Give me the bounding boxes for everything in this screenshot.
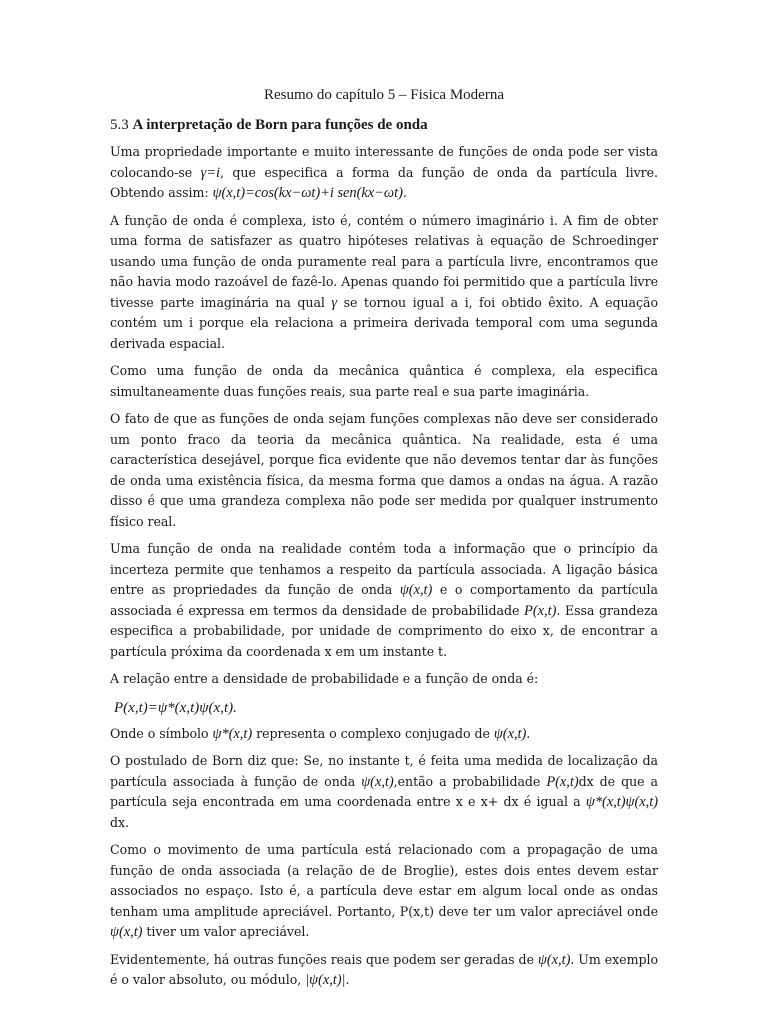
p8-text-c: dx de que a partícula seja encontrada em uma coordenada entre x e x+ dx é igual a	[110, 773, 658, 809]
probability-density-equation: P(x,t)=ψ*(x,t)ψ(x,t).	[114, 699, 237, 716]
gamma-math: γ	[331, 294, 338, 311]
p5-text-c: . Essa grandeza especifica a probabilidade, por unidade de comprimento do eixo x, de encontrar a partícula próxima da coordenada x em um instante t.	[110, 602, 658, 659]
wavefunction-math: ψ(x,t)	[493, 725, 527, 742]
absolute-value-math: |ψ(x,t)|	[305, 972, 346, 988]
paragraph-10	[110, 950, 658, 991]
p8-text-b: ,então a probabilidade	[393, 773, 547, 789]
p1-text-c: .	[402, 185, 407, 200]
born-product-math: ψ*(x,t)ψ(x,t)	[585, 794, 658, 810]
wavefunction-math: ψ(x,t)	[110, 924, 143, 940]
paragraph-4: O fato de que as funções de onda sejam funções complexas não deve ser considerado um ponto fraco da teoria da mecânica quântica. Na realidade, esta é uma característica desejável, porque fica evidente que não devemos tentar dar às funções de onda uma existência física, da mesma forma que damos a ondas na água. A razão disso é que uma grandeza complexa não pode ser medida por qualquer instrumento físico real.	[110, 411, 658, 529]
paragraph-9	[110, 840, 658, 943]
probability-density-math: P(x,t)	[524, 602, 557, 619]
gamma-equals-i-math: γ=i	[200, 164, 220, 181]
paragraph-1	[110, 142, 658, 204]
p10-text-a: Evidentemente, há outras funções reais que podem ser geradas de	[110, 951, 538, 967]
p7-text-c: .	[526, 725, 531, 741]
p1-text-a: Uma propriedade importante e muito interessante de funções de onda pode ser vista colocando-se	[110, 144, 658, 180]
p2-text-b: se tornou igual a i, foi obtido êxito. A equação contém um i porque ela relaciona a primeira derivada temporal com uma segunda derivada espacial.	[110, 294, 658, 351]
p1-text-b: , que especifica a forma da função de onda da partícula livre. Obtendo assim:	[110, 164, 658, 200]
free-particle-wavefunction-math: ψ(x,t)=cos(kx−ωt)+i sen(kx−ωt)	[212, 185, 403, 201]
p10-text-b: . Um exemplo é o valor absoluto, ou módulo,	[110, 951, 658, 987]
document-title: Resumo do capítulo 5 – Fisica Moderna	[264, 87, 504, 103]
p7-text-a: Onde o símbolo	[110, 725, 213, 741]
paragraph-7	[110, 724, 658, 745]
paragraph-2	[110, 211, 658, 355]
p9-text-a: Como o movimento de uma partícula está relacionado com a propagação de uma função de onda associada (a relação de de Broglie), estes dois entes devem estar associados no espaço. Isto é, a partícula deve estar em algum local onde as ondas tenham uma amplitude apreciável. Portanto, P(x,t) deve ter um valor apreciável onde	[110, 842, 658, 919]
paragraph-8	[110, 751, 658, 833]
paragraph-3: Como uma função de onda da mecânica quântica é complexa, ela especifica simultaneamente duas funções reais, sua parte real e sua parte imaginária.	[110, 363, 658, 399]
p8-text-a: O postulado de Born diz que: Se, no instante t, é feita uma medida de localização da partícula associada à função de onda	[110, 753, 658, 789]
paragraph-5	[110, 539, 658, 662]
p10-text-c: .	[345, 972, 350, 987]
p5-text-a: Uma função de onda na realidade contém toda a informação que o princípio da incerteza permite que tenhamos a respeito da partícula associada. A ligação básica entre as propriedades da função de onda	[110, 541, 658, 597]
p2-text-a: A função de onda é complexa, isto é, contém o número imaginário i. A fim de obter uma forma de satisfazer as quatro hipóteses relativas à equação de Schroedinger usando uma função de onda puramente real para a partícula livre, encontramos que não havia modo razoável de fazê-lo. Apenas quando foi permitido que a partícula livre tivesse parte imaginária na qual	[110, 212, 658, 310]
wavefunction-math: ψ(x,t)	[399, 582, 433, 598]
section-number: 5.3	[110, 117, 129, 133]
p7-text-b: representa o complexo conjugado de	[252, 725, 494, 741]
p8-text-d: dx.	[110, 814, 130, 830]
p9-text-b: tiver um valor apreciável.	[142, 924, 310, 939]
section-title: A interpretação de Born para funções de onda	[132, 117, 428, 133]
paragraph-6: A relação entre a densidade de probabilidade e a função de onda é:	[110, 671, 539, 686]
section-heading	[110, 114, 658, 136]
probability-density-math: P(x,t)	[546, 773, 579, 790]
wavefunction-math: ψ(x,t)	[361, 773, 394, 790]
p5-text-b: e o comportamento da partícula associada é expressa em termos da densidade de probabilidade	[110, 582, 658, 618]
conjugate-wavefunction-math: ψ*(x,t)	[212, 725, 253, 742]
wavefunction-math: ψ(x,t)	[537, 951, 571, 968]
